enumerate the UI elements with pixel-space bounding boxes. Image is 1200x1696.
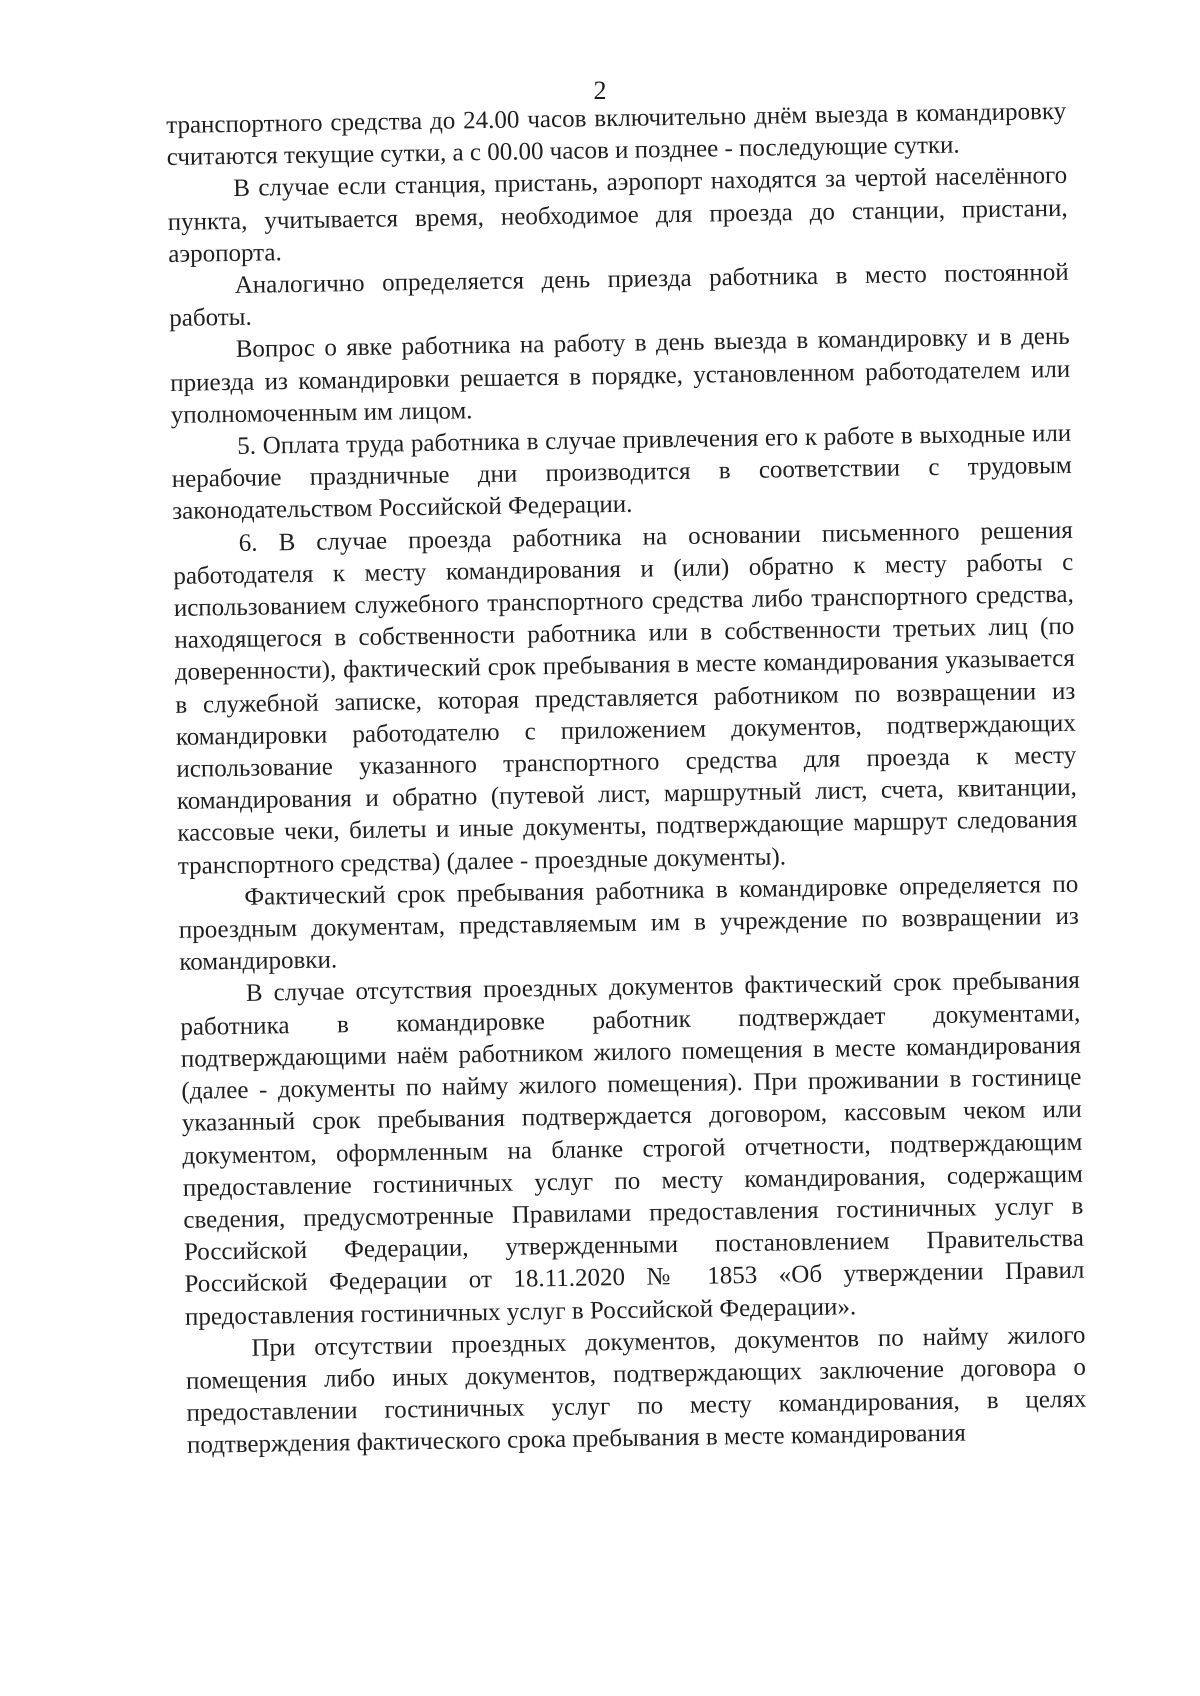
paragraph-arrival-day-continuation: транспортного средства до 24.00 часов включительно днём выезда в командировку считаются текущие сутки, а с 00.00 часов и позднее - последующие сутки. — [166, 97, 1067, 172]
paragraph-clause-5-weekend-pay: 5. Оплата труда работника в случае привлечения его к работе в выходные или нерабочие праздничные дни производится в соответствии с трудовым законодательством Российской Федерации. — [171, 419, 1072, 526]
paragraph-actual-stay-by-travel-docs: Фактический срок пребывания работника в командировке определяется по проездным документам, представляемым им в учреждение по возвращении из командировки. — [178, 870, 1079, 977]
paragraph-work-attendance: Вопрос о явке работника на работу в день выезда в командировку и в день приезда из командировки решается в порядке, установленном работодателем или уполномоченным им лицом. — [170, 323, 1071, 429]
paragraph-no-travel-docs-hotel: В случае отсутствия проездных документов фактический срок пребывания работника в командировке работник подтверждает документами, подтверждающими наём работником жилого помещения в месте командирования (далее - документы по найму жилого помещения). При проживании в гостинице указанный срок пребывания подтверждается договором, кассовым чеком или документом, оформленным на бланке строгой отчетности, подтверждающим предоставление гостиничных услуг по месту командирования, содержащим сведения, предусмотренные Правилами предоставления гостиничных услуг в Российской Федерации, утвержденными постановлением Правительства Российской Федерации от 18.11.2020 № 1853 «Об утверждении Правил предоставления гостиничных услуг в Российской Федерации». — [180, 967, 1085, 1331]
paragraph-no-documents-at-all: При отсутствии проездных документов, документов по найму жилого помещения либо иных документов, подтверждающих заключение договора о предоставлении гостиничных услуг по месту командирования, в целях подтверждения фактического срока пребывания в месте командирования — [185, 1321, 1087, 1460]
paragraph-clause-6-own-transport: 6. В случае проезда работника на основании письменного решения работодателя к месту командирования и (или) обратно к месту работы с использованием служебного транспортного средства либо транспортного средства, находящегося в собственности работника или в собственности третьих лиц (по доверенности), фактический срок пребывания в месте командирования указывается в служебной записке, которая представляется работником по возвращении из командировки работодателю с приложением документов, подтверждающих использование указанного транспортного средства для проезда к месту командирования и обратно (путевой лист, маршрутный лист, счета, квитанции, кассовые чеки, билеты и иные документы, подтверждающие маршрут следования транспортного средства) (далее - проездные документы). — [173, 516, 1078, 880]
paragraph-return-day: Аналогично определяется день приезда работника в место постоянной работы. — [169, 258, 1069, 333]
document-body — [166, 96, 1087, 1463]
paragraph-station-outside-city: В случае если станция, пристань, аэропорт находятся за чертой населённого пункта, учитывается время, необходимое для проезда до станции, пристани, аэропорта. — [167, 162, 1068, 268]
page-number: 2 — [593, 76, 607, 105]
